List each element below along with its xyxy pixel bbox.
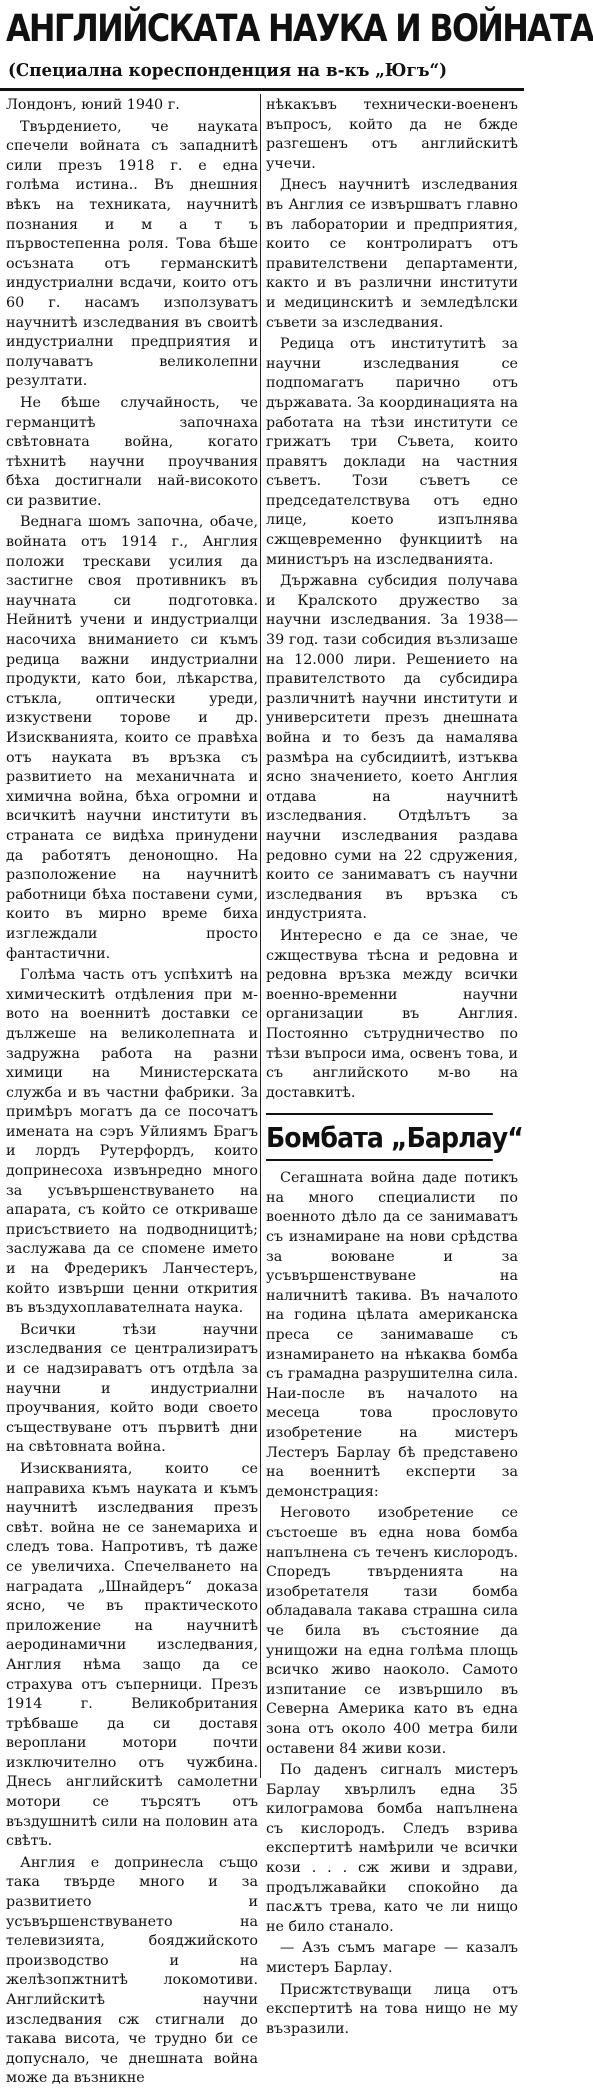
- paragraph: Присжтствуващи лица отъ експертитѣ на това нищо не му възразили.: [266, 1981, 518, 2037]
- paragraph: Не бѣше случайность, че германцитѣ започнаха свѣтовната война, когато тѣхнитѣ научни проучвания бѣха достигнали най-високото си развитие.: [6, 394, 258, 509]
- paragraph: Държавна субсидия получава и Кралското дружество за научни изследвания. За 1938—39 год. тази собсидия възлизаше на 12.000 лири. Решението на правителството да субсидира различнитѣ научни институти и университети презъ днешната война и то безъ да намалява размѣра на субсидиитѣ, изтъква ясно значението, което Англия отдава на научнитѣ изследвания. Отдѣлътъ за научни изследвания раздава редовно суми на 22 сдружения, които се занимаватъ съ научни изследвания въ връзка съ индустрията.: [266, 573, 518, 923]
- headline: АНГЛИЙСКАТА НАУКА И ВОЙНАТА: [6, 7, 593, 50]
- paragraph: — Азъ съмъ магаре — казалъ мистеръ Барлау.: [266, 1940, 518, 1977]
- paragraph: Сегашната война даде потикъ на много специалисти по военното дѣло да се занимаватъ съ изнамиране на нови срѣдства за воюване и за усъвършенствуване на наличнитѣ такива. Въ началото на година цѣлата американска преса се занимаваше съ изнамирането на нѣкаква бомба съ грамадна разрушителна сила. Наи-после въ началото на месеца това прословуто изобретение на мистеръ Лестеръ Барлау бѣ представено на военнитѣ експерти за демонстрация:: [266, 1170, 518, 1500]
- paragraph: Изискванията, които се направиха къмъ науката и къмъ научнитѣ изследвания презъ свѣт. война не се занемариха и следъ това. Напротивъ, тѣ даже се увеличиха. Спечелването на наградата „Шнайдеръ“ доказа ясно, че въ практическото приложение на научнитѣ аеродинамични изследвания, Англия нѣма защо да се страхува отъ съперници. Презъ 1914 г. Великобритания трѣбваше да си доставя вероплани мотори почти изключително отъ чужбина. Днесь английскитѣ самолетни мотори се търсятъ отъ въздушнитѣ сили на половин ата свѣтъ.: [6, 1460, 258, 1850]
- paragraph: Всички тѣзи научни изследвания се централизиратъ и се надзираватъ отъ отдѣла за научни и индустриални проучвания, който води своето съществуване отъ първитѣ дни на свѣтовната война.: [6, 1321, 258, 1456]
- paragraph: Неговото изобретение се състоеше въ една нова бомба напълнена съ теченъ кислородъ. Споредъ твърденията на изобретателя тази бомба обладавала такава страшна сила че била въ състояние да унищожи на една голѣма площь всичко живо наоколо. Самото изпитание се извършило въ Северна Америка като въ една зона отъ около 400 метра били оставени 84 живи кози.: [266, 1505, 518, 1757]
- right-column: [266, 96, 523, 2037]
- subhead: (Специална кореспонденция на в-къ „Югъ“): [8, 60, 448, 81]
- paragraph: Редица отъ институтитѣ за научни изследвания се подпомагатъ парично отъ държавата. За координацията на работата на тѣзи институти се грижатъ три Съвета, които правятъ доклади на частния съветъ. Този съветъ се председателствува отъ едно лице, което изпълнява сжщевременно функциитѣ на министъръ на изследванията.: [266, 336, 518, 568]
- paragraph: Англия е допринесла също така твърде много и за развитието и усъвършенствуването на телевизията, бояджийското производство и на желѣзопжтнитѣ локомотиви. Английскитѣ научни изследвания сж стигнали до такава висота, че трудно би се допуснало, че днешната война може да възникне: [6, 1854, 258, 2087]
- paragraph: Веднага шомъ започна, обаче, войната отъ 1914 г., Англия положи трескави усилия да застигне своя противникъ въ научната си подготовка. Нейнитѣ учени и индустриалци насочиха вниманието си къмъ редица важни индустриални продукти, като бои, лѣкарства, стъкла, оптически уреди, изкуствени торове и др. Изискванията, които се правѣха отъ науката въ връзка съ развитието на механичната и химична война, бѣха огромни и всичкитѣ научни институти въ страната се видѣха принудени да работятъ денонощно. На разположение на научнитѣ работници бѣха поставени суми, които въ мирно време биха изглеждали просто фантастични.: [6, 514, 258, 962]
- paragraph: Интересно е да се знае, че сжществува тѣсна и редовна и редовна връзка между всички военно-временни научни организации въ Англия. Постоянно сътрудничество по тѣзи въпроси има, освенъ това, и съ английското м-во на доставкитѣ.: [266, 927, 518, 1101]
- paragraph: По даденъ сигналъ мистеръ Барлау хвърлилъ една 35 килограмова бомба напълнена съ кислородъ. Следъ взрива експертитѣ намѣрили че всички кози . . . сж живи и здрави, продължавайки спокойно да пасѫтъ трева, като че ли нищо не било станало.: [266, 1762, 518, 1935]
- paragraph: Днесъ научнитѣ изследвания въ Англия се извършватъ главно въ лаборатории и предприятия, които се контролиратъ отъ правителствени департаменти, както и въ различни институти и медицинскитѣ и земледѣлски съвети за изследвания.: [266, 177, 518, 331]
- section-title: Бомбата „Барлау“: [266, 1113, 493, 1161]
- left-column: [6, 96, 258, 2087]
- paragraph: нѣкакъвъ технически-воененъ въпросъ, който да не бжде разгешенъ отъ английскитѣ учечи.: [266, 97, 518, 172]
- dateline: Лондонъ, юний 1940 г.: [6, 97, 180, 113]
- paragraph: Голѣма часть отъ успѣхитѣ на химическитѣ отдѣления при м-вото на военнитѣ доставки се дължеше на великолепната и задружна работа на разни химици на Министерската служба и въ частни фабрики. За примѣръ могатъ да се посочатъ имената на сэръ Уйлиямъ Брагъ и лордъ Рутерфордъ, които допринесоха извънредно много за усъвършенствуването на апарата, съ който се откриваше присъствието на подводницитѣ; заслужава да се спомене името и на Фредерикъ Ланчестеръ, който извърши ценни открития въ въздухоплавателната наука.: [6, 967, 258, 1317]
- paragraph: Твърдението, че науката спечели войната съ западнитѣ сили презъ 1918 г. е една голѣма истина.. Въ днешния вѣкъ на техниката, научнитѣ познания и м а т ъ първостепенна роля. Това бѣше осъзната отъ германскитѣ индустриални всдачи, които отъ 60 г. насамъ използуватъ научнитѣ изследвания въ своитѣ индустриални предприятия и получаватъ великолепни резултати.: [6, 118, 258, 390]
- headline-rule: [0, 88, 524, 91]
- column-divider: [260, 94, 261, 1778]
